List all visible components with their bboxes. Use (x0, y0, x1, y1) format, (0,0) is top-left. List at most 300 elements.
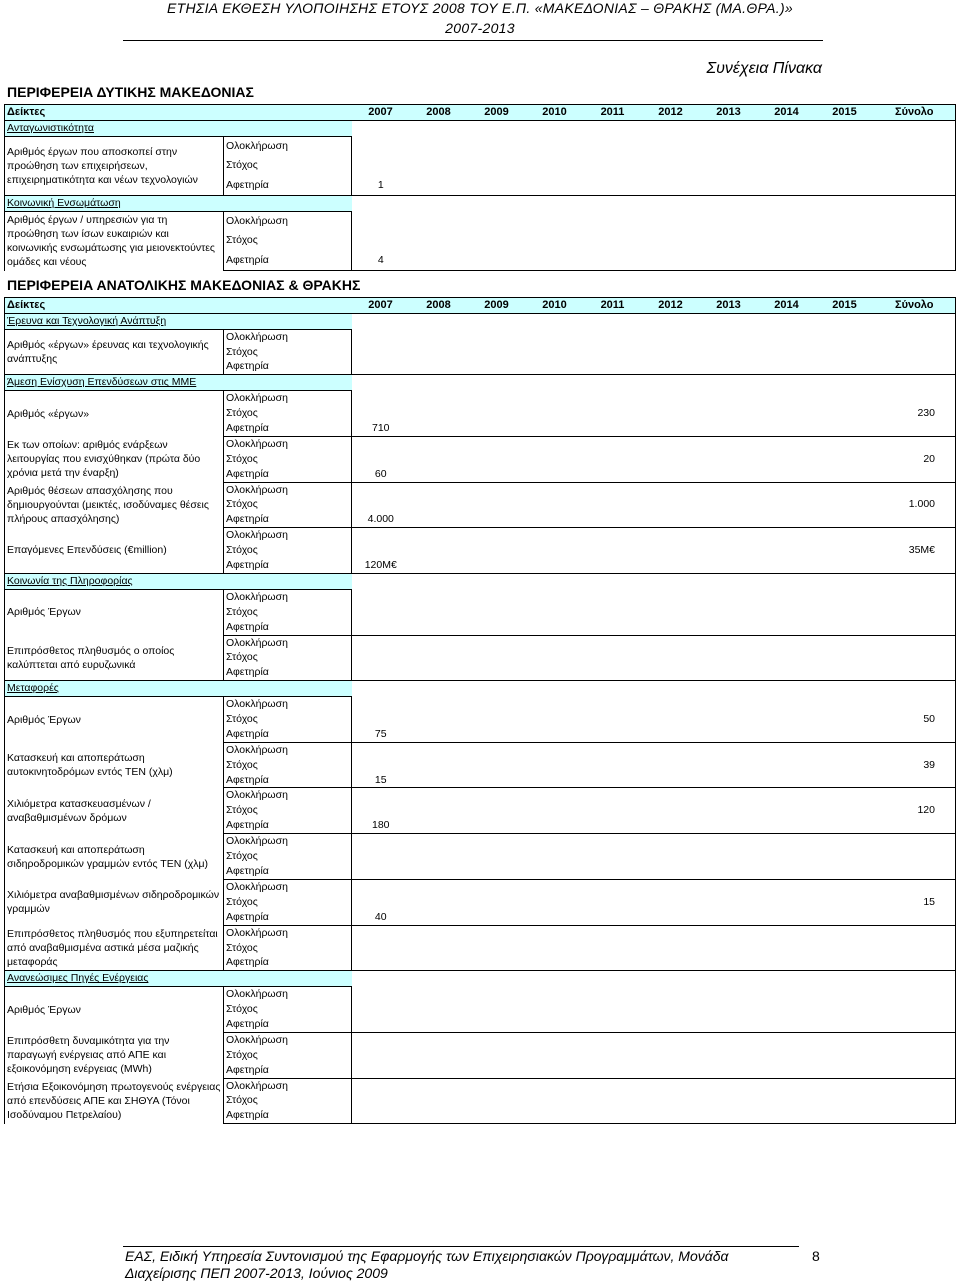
value-cell (410, 176, 468, 196)
value-cell (758, 925, 816, 940)
value-cell (410, 879, 468, 894)
value-cell (700, 1002, 758, 1017)
value-cell (410, 1093, 468, 1108)
value-cell (468, 665, 526, 680)
value-cell (642, 482, 700, 497)
header-blank (224, 105, 352, 121)
value-cell (526, 742, 584, 757)
value-cell (526, 345, 584, 360)
value-cell (468, 528, 526, 543)
row-type-completed: Ολοκλήρωση (224, 925, 352, 940)
value-cell (410, 910, 468, 925)
value-cell (352, 1002, 410, 1017)
row-type-target: Στόχος (224, 231, 352, 251)
value-cell (352, 482, 410, 497)
target-total-value: 120 (874, 803, 956, 818)
header-year-2012: 2012 (642, 298, 700, 314)
value-cell (352, 497, 410, 512)
baseline-2007-value (352, 620, 410, 635)
value-cell (410, 620, 468, 635)
header-year-2013: 2013 (700, 298, 758, 314)
value-cell (526, 452, 584, 467)
target-total-value: 230 (874, 406, 956, 421)
category-row (5, 313, 956, 329)
value-cell (642, 467, 700, 482)
value-cell (758, 742, 816, 757)
value-cell (410, 406, 468, 421)
indicator-row-completed (5, 136, 956, 156)
value-cell (642, 406, 700, 421)
row-type-completed: Ολοκλήρωση (224, 329, 352, 344)
value-cell (700, 635, 758, 650)
row-type-baseline: Αφετηρία (224, 176, 352, 196)
value-cell (642, 818, 700, 833)
header-indicators: Δείκτες (5, 105, 224, 121)
value-cell (468, 251, 526, 271)
value-cell (526, 849, 584, 864)
value-cell (410, 635, 468, 650)
indicator-row-completed (5, 482, 956, 497)
row-type-completed: Ολοκλήρωση (224, 391, 352, 406)
value-cell (352, 941, 410, 956)
continued-label: Συνέχεια Πίνακα (706, 60, 822, 77)
value-cell (758, 497, 816, 512)
value-cell (584, 512, 642, 527)
total-cell (874, 482, 956, 497)
category-cell (5, 971, 352, 987)
target-total-value (874, 1002, 956, 1017)
row-type-baseline: Αφετηρία (224, 251, 352, 271)
total-cell (874, 879, 956, 894)
value-cell (526, 512, 584, 527)
header-year-2007: 2007 (352, 105, 410, 121)
value-cell (758, 231, 816, 251)
section-title-east-macedonia-thrace: ΠΕΡΙΦΕΡΕΙΑ ΑΝΑΤΟΛΙΚΗΣ ΜΑΚΕΔΟΝΙΑΣ & ΘΡΑΚΗΣ (7, 277, 361, 293)
total-cell (874, 1032, 956, 1047)
value-cell (352, 231, 410, 251)
value-cell (758, 589, 816, 604)
value-cell (352, 803, 410, 818)
baseline-2007-value: 4.000 (352, 512, 410, 527)
header-blank (224, 298, 352, 314)
value-cell (352, 742, 410, 757)
row-type-baseline: Αφετηρία (224, 620, 352, 635)
value-cell (468, 391, 526, 406)
value-cell (410, 1078, 468, 1093)
total-cell (874, 635, 956, 650)
total-cell (874, 818, 956, 833)
category-cell (5, 375, 352, 391)
header-year-2015: 2015 (816, 298, 874, 314)
total-cell (874, 436, 956, 451)
value-cell (642, 849, 700, 864)
total-cell (874, 391, 956, 406)
value-cell (816, 803, 874, 818)
total-cell (874, 697, 956, 712)
value-cell (468, 1078, 526, 1093)
value-cell (526, 727, 584, 742)
value-cell (526, 211, 584, 231)
row-type-completed: Ολοκλήρωση (224, 879, 352, 894)
value-cell (700, 665, 758, 680)
value-cell (584, 345, 642, 360)
value-cell (526, 925, 584, 940)
value-cell (352, 436, 410, 451)
baseline-2007-value (352, 665, 410, 680)
value-cell (700, 955, 758, 970)
value-cell (526, 987, 584, 1002)
value-cell (352, 895, 410, 910)
value-cell (816, 406, 874, 421)
value-cell (642, 1048, 700, 1063)
row-type-completed: Ολοκλήρωση (224, 211, 352, 231)
total-cell (874, 620, 956, 635)
row-type-target: Στόχος (224, 452, 352, 467)
value-cell (410, 818, 468, 833)
value-cell (410, 803, 468, 818)
value-cell (642, 176, 700, 196)
value-cell (700, 136, 758, 156)
indicator-row-completed (5, 528, 956, 543)
value-cell (758, 1108, 816, 1123)
value-cell (468, 482, 526, 497)
value-cell (758, 773, 816, 788)
row-type-target: Στόχος (224, 345, 352, 360)
row-type-baseline: Αφετηρία (224, 421, 352, 436)
value-cell (352, 589, 410, 604)
value-cell (816, 941, 874, 956)
value-cell (700, 589, 758, 604)
value-cell (584, 620, 642, 635)
value-cell (410, 1017, 468, 1032)
value-cell (352, 156, 410, 176)
value-cell (584, 941, 642, 956)
value-cell (468, 834, 526, 849)
value-cell (758, 391, 816, 406)
value-cell (410, 345, 468, 360)
category-name: Μεταφορές (7, 682, 59, 695)
value-cell (526, 467, 584, 482)
value-cell (816, 788, 874, 803)
header-year-2009: 2009 (468, 298, 526, 314)
total-cell (874, 1108, 956, 1123)
value-cell (758, 558, 816, 573)
value-cell (700, 895, 758, 910)
value-cell (758, 1002, 816, 1017)
value-cell (352, 543, 410, 558)
value-cell (584, 1017, 642, 1032)
value-cell (352, 635, 410, 650)
value-cell (700, 156, 758, 176)
value-cell (468, 758, 526, 773)
value-cell (526, 1078, 584, 1093)
value-cell (700, 987, 758, 1002)
value-cell (758, 864, 816, 879)
value-cell (816, 758, 874, 773)
row-type-completed: Ολοκλήρωση (224, 482, 352, 497)
section-title-west-macedonia: ΠΕΡΙΦΕΡΕΙΑ ΔΥΤΙΚΗΣ ΜΑΚΕΔΟΝΙΑΣ (7, 84, 254, 100)
row-type-completed: Ολοκλήρωση (224, 697, 352, 712)
value-cell (642, 1093, 700, 1108)
category-row (5, 196, 956, 212)
value-cell (584, 436, 642, 451)
value-cell (642, 558, 700, 573)
value-cell (526, 558, 584, 573)
row-type-completed: Ολοκλήρωση (224, 436, 352, 451)
value-cell (700, 421, 758, 436)
value-cell (700, 650, 758, 665)
value-cell (526, 834, 584, 849)
value-cell (642, 528, 700, 543)
value-cell (468, 1048, 526, 1063)
value-cell (816, 211, 874, 231)
value-cell (526, 955, 584, 970)
value-cell (584, 528, 642, 543)
value-cell (584, 467, 642, 482)
baseline-2007-value: 1 (352, 176, 410, 196)
value-cell (642, 1063, 700, 1078)
category-name: Ανανεώσιμες Πηγές Ενέργειας (7, 972, 149, 985)
value-cell (642, 941, 700, 956)
value-cell (410, 359, 468, 374)
indicator-label: Αριθμός Έργων (5, 987, 224, 1033)
baseline-2007-value: 60 (352, 467, 410, 482)
value-cell (700, 452, 758, 467)
header-year-2011: 2011 (584, 105, 642, 121)
value-cell (816, 156, 874, 176)
row-type-completed: Ολοκλήρωση (224, 136, 352, 156)
baseline-2007-value (352, 955, 410, 970)
value-cell (816, 467, 874, 482)
value-cell (584, 497, 642, 512)
value-cell (758, 1093, 816, 1108)
row-type-completed: Ολοκλήρωση (224, 742, 352, 757)
value-cell (700, 543, 758, 558)
value-cell (410, 467, 468, 482)
value-cell (584, 605, 642, 620)
value-cell (584, 452, 642, 467)
value-cell (758, 987, 816, 1002)
value-cell (468, 987, 526, 1002)
header-year-2014: 2014 (758, 298, 816, 314)
baseline-2007-value: 40 (352, 910, 410, 925)
indicator-row-completed (5, 925, 956, 940)
value-cell (410, 712, 468, 727)
total-cell (874, 1078, 956, 1093)
category-fill (352, 681, 956, 697)
value-cell (758, 543, 816, 558)
row-type-completed: Ολοκλήρωση (224, 1032, 352, 1047)
indicator-row-completed (5, 1078, 956, 1093)
value-cell (468, 849, 526, 864)
value-cell (642, 1017, 700, 1032)
value-cell (816, 1063, 874, 1078)
value-cell (468, 329, 526, 344)
value-cell (642, 421, 700, 436)
category-row (5, 971, 956, 987)
value-cell (584, 251, 642, 271)
value-cell (584, 650, 642, 665)
value-cell (410, 727, 468, 742)
value-cell (584, 818, 642, 833)
indicator-row-completed (5, 879, 956, 894)
value-cell (526, 528, 584, 543)
value-cell (700, 251, 758, 271)
value-cell (642, 864, 700, 879)
value-cell (584, 1002, 642, 1017)
value-cell (642, 211, 700, 231)
category-cell (5, 196, 352, 212)
header-year-2007: 2007 (352, 298, 410, 314)
value-cell (352, 712, 410, 727)
value-cell (468, 231, 526, 251)
value-cell (352, 1048, 410, 1063)
value-cell (526, 1108, 584, 1123)
value-cell (410, 528, 468, 543)
value-cell (816, 1048, 874, 1063)
target-total-value: 50 (874, 712, 956, 727)
value-cell (468, 406, 526, 421)
value-cell (700, 712, 758, 727)
value-cell (642, 136, 700, 156)
value-cell (468, 818, 526, 833)
value-cell (526, 1017, 584, 1032)
total-cell (874, 589, 956, 604)
target-total-value (874, 650, 956, 665)
value-cell (816, 620, 874, 635)
total-cell (874, 987, 956, 1002)
baseline-2007-value: 75 (352, 727, 410, 742)
indicator-label: Επιπρόσθετος πληθυσμός ο οποίος καλύπτεται από ευρυζωνικά (5, 635, 224, 681)
row-type-baseline: Αφετηρία (224, 1017, 352, 1032)
total-cell (874, 864, 956, 879)
value-cell (700, 773, 758, 788)
value-cell (410, 955, 468, 970)
indicator-label: Κατασκευή και αποπεράτωση αυτοκινητοδρόμων εντός ΤΕΝ (χλμ) (5, 742, 224, 788)
value-cell (584, 359, 642, 374)
value-cell (468, 589, 526, 604)
value-cell (410, 391, 468, 406)
value-cell (758, 329, 816, 344)
value-cell (410, 925, 468, 940)
row-type-target: Στόχος (224, 712, 352, 727)
total-cell (874, 788, 956, 803)
total-cell (874, 211, 956, 231)
header-divider (123, 40, 823, 41)
row-type-completed: Ολοκλήρωση (224, 635, 352, 650)
value-cell (816, 329, 874, 344)
value-cell (526, 497, 584, 512)
total-cell (874, 176, 956, 196)
indicator-row-completed (5, 834, 956, 849)
value-cell (758, 818, 816, 833)
value-cell (642, 635, 700, 650)
value-cell (584, 391, 642, 406)
row-type-baseline: Αφετηρία (224, 1063, 352, 1078)
value-cell (758, 452, 816, 467)
page-number: 8 (812, 1248, 820, 1264)
value-cell (758, 528, 816, 543)
value-cell (526, 635, 584, 650)
value-cell (352, 849, 410, 864)
target-total-value (874, 1048, 956, 1063)
value-cell (642, 1032, 700, 1047)
value-cell (816, 712, 874, 727)
value-cell (642, 742, 700, 757)
value-cell (642, 251, 700, 271)
value-cell (816, 605, 874, 620)
value-cell (642, 788, 700, 803)
value-cell (410, 742, 468, 757)
target-total-value: 20 (874, 452, 956, 467)
value-cell (352, 788, 410, 803)
value-cell (584, 697, 642, 712)
value-cell (526, 620, 584, 635)
value-cell (352, 329, 410, 344)
value-cell (584, 543, 642, 558)
header-total: Σύνολο (874, 105, 956, 121)
baseline-2007-value (352, 1063, 410, 1078)
value-cell (468, 512, 526, 527)
row-type-completed: Ολοκλήρωση (224, 589, 352, 604)
value-cell (758, 467, 816, 482)
header-year-2015: 2015 (816, 105, 874, 121)
target-total-value (874, 1093, 956, 1108)
value-cell (642, 955, 700, 970)
indicator-label: Αριθμός Έργων (5, 697, 224, 743)
row-type-baseline: Αφετηρία (224, 359, 352, 374)
row-type-target: Στόχος (224, 758, 352, 773)
value-cell (584, 1048, 642, 1063)
header-year-2010: 2010 (526, 105, 584, 121)
value-cell (526, 156, 584, 176)
value-cell (758, 136, 816, 156)
row-type-completed: Ολοκλήρωση (224, 528, 352, 543)
value-cell (526, 421, 584, 436)
category-cell (5, 681, 352, 697)
value-cell (410, 1032, 468, 1047)
value-cell (700, 788, 758, 803)
value-cell (816, 895, 874, 910)
row-type-baseline: Αφετηρία (224, 512, 352, 527)
value-cell (700, 834, 758, 849)
value-cell (816, 1093, 874, 1108)
value-cell (584, 211, 642, 231)
header-year-2008: 2008 (410, 105, 468, 121)
value-cell (642, 895, 700, 910)
value-cell (410, 650, 468, 665)
value-cell (410, 136, 468, 156)
value-cell (410, 436, 468, 451)
value-cell (410, 156, 468, 176)
value-cell (584, 406, 642, 421)
header-year-2011: 2011 (584, 298, 642, 314)
value-cell (642, 231, 700, 251)
value-cell (584, 1108, 642, 1123)
value-cell (816, 391, 874, 406)
value-cell (468, 635, 526, 650)
value-cell (758, 758, 816, 773)
value-cell (642, 712, 700, 727)
value-cell (758, 1032, 816, 1047)
value-cell (700, 758, 758, 773)
value-cell (642, 156, 700, 176)
header-row (5, 105, 956, 121)
value-cell (526, 359, 584, 374)
value-cell (816, 543, 874, 558)
indicator-row-completed (5, 697, 956, 712)
value-cell (468, 879, 526, 894)
